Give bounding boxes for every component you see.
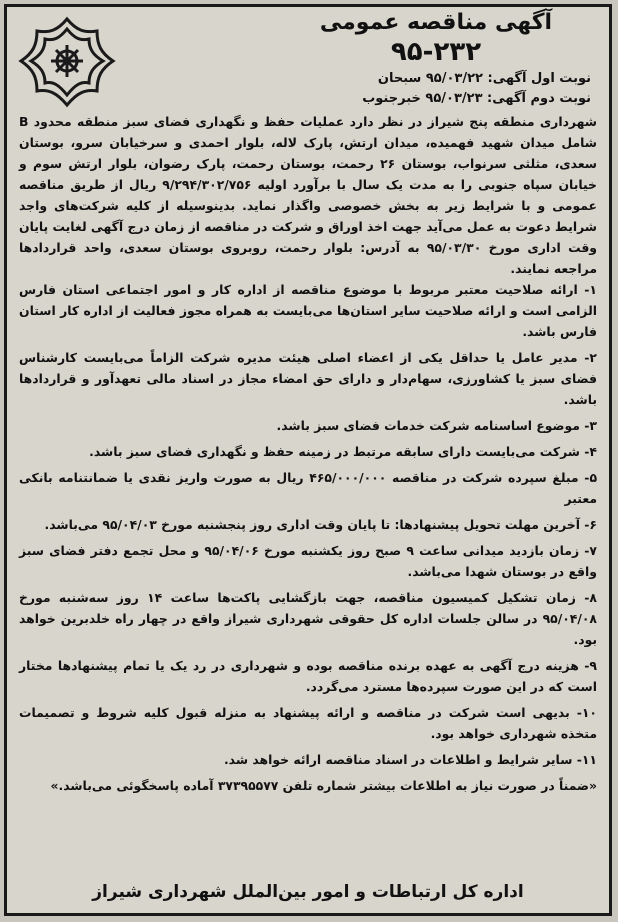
condition-item: ۶- آخرین مهلت تحویل پیشنهادها: تا پایان وقت اداری روز پنجشنبه مورخ ۹۵/۰۴/۰۳ می‌باشد.: [44, 517, 597, 532]
notice-number: ۹۵-۲۳۲: [390, 37, 482, 67]
condition-item: ۸- زمان تشکیل کمیسیون مناقصه، جهت بازگشایی پاکت‌ها ساعت ۱۴ روز سه‌شنبه مورخ ۹۵/۰۴/۰۸ در سالن جلسات اداره کل حقوقی شهرداری شیراز واقع در چهار راه خلدبرین خواهد بود.: [19, 590, 597, 647]
first-notice-date: نوبت اول آگهی: ۹۵/۰۳/۲۲ سبحان: [377, 71, 591, 86]
condition-item: ۱۰- بدیهی است شرکت در مناقصه و ارائه پیشنهاد به منزله قبول کلیه شروط و تصمیمات متخذه شهرداری خواهد بود.: [19, 705, 597, 741]
tender-notice: [4, 4, 612, 916]
notice-body: [19, 111, 597, 801]
contact-note: «ضمناً در صورت نیاز به اطلاعات بیشتر شماره تلفن ۳۷۳۹۵۵۷۷ آماده پاسخگوئی می‌باشد.»: [50, 778, 597, 793]
intro-paragraph: شهرداری منطقه پنج شیراز در نظر دارد عملیات حفظ و نگهداری فضای سبز منطقه محدود B شامل میدان شهید فهمیده، میدان ارتش، پارک لاله، بلوار احمدی و سرخیابان سرو، بوستان سعدی، مثلثی سرنواب، بوستان ۲۶ رحمت، بوستان رحمت، پارک رضوان، بلوار ارتش سوم و خیابان سپاه جنوبی را به مدت یک سال با برآورد اولیه ۹/۲۹۴/۳۰۲/۷۵۶ ریال از طریق مناقصه عمومی و با شرایط زیر به بخش خصوصی واگذار نماید. بدینوسیله از کلیه شرکت‌های واجد شرایط دعوت به عمل می‌آید جهت اخذ اوراق و شرکت در مناقصه از زمان درج آگهی لغایت پایان وقت اداری مورخ ۹۵/۰۳/۳۰ به آدرس: بلوار رحمت، روبروی بوستان سعدی، واحد قراردادها مراجعه نمایند.: [19, 114, 598, 276]
condition-item: ۱- ارائه صلاحیت معتبر مربوط با موضوع مناقصه از اداره کار و امور اجتماعی استان فارس الزامی است و ارائه صلاحیت سایر استان‌ها می‌بایست به همراه مجوز فعالیت از اداره کار استان فارس باشد.: [19, 282, 597, 339]
issuer-signature: اداره کل ارتباطات و امور بین‌الملل شهرداری شیراز: [92, 882, 524, 902]
condition-item: ۲- مدیر عامل یا حداقل یکی از اعضاء اصلی هیئت مدیره شرکت الزاماً می‌بایست کارشناس فضای سبز یا کشاورزی، سهام‌دار و دارای حق امضاء مجاز در اسناد مالی تعهدآور و قراردادها باشد.: [19, 350, 597, 407]
title-block: [121, 9, 591, 67]
condition-item: ۷- زمان بازدید میدانی ساعت ۹ صبح روز یکشنبه مورخ ۹۵/۰۴/۰۶ و محل تجمع دفتر فضای سبز واقع در بوستان شهدا می‌باشد.: [19, 543, 597, 579]
condition-item: ۵- مبلغ سپرده شرکت در مناقصه ۴۶۵/۰۰۰/۰۰۰ ریال به صورت واریز نقدی یا ضمانتنامه بانکی معتبر: [19, 470, 598, 506]
notice-header: [7, 7, 609, 119]
condition-item: ۱۱- سایر شرایط و اطلاعات در اسناد مناقصه ارائه خواهد شد.: [223, 752, 597, 767]
publication-dates: [261, 69, 591, 109]
condition-item: ۴- شرکت می‌بایست دارای سابقه مرتبط در زمینه حفظ و نگهداری فضای سبز باشد.: [89, 444, 597, 459]
condition-item: ۹- هزینه درج آگهی به عهده برنده مناقصه بوده و شهرداری در رد یک یا تمام پیشنهادها مختار است که در این صورت سپرده‌ها مسترد می‌گردد.: [19, 658, 597, 694]
condition-item: ۳- موضوع اساسنامه شرکت خدمات فضای سبز باشد.: [276, 418, 597, 433]
second-notice-date: نوبت دوم آگهی: ۹۵/۰۳/۲۳ خبرجنوب: [362, 91, 591, 106]
notice-title: آگهی مناقصه عمومی: [319, 10, 553, 35]
shiraz-municipality-emblem-icon: [15, 13, 119, 113]
